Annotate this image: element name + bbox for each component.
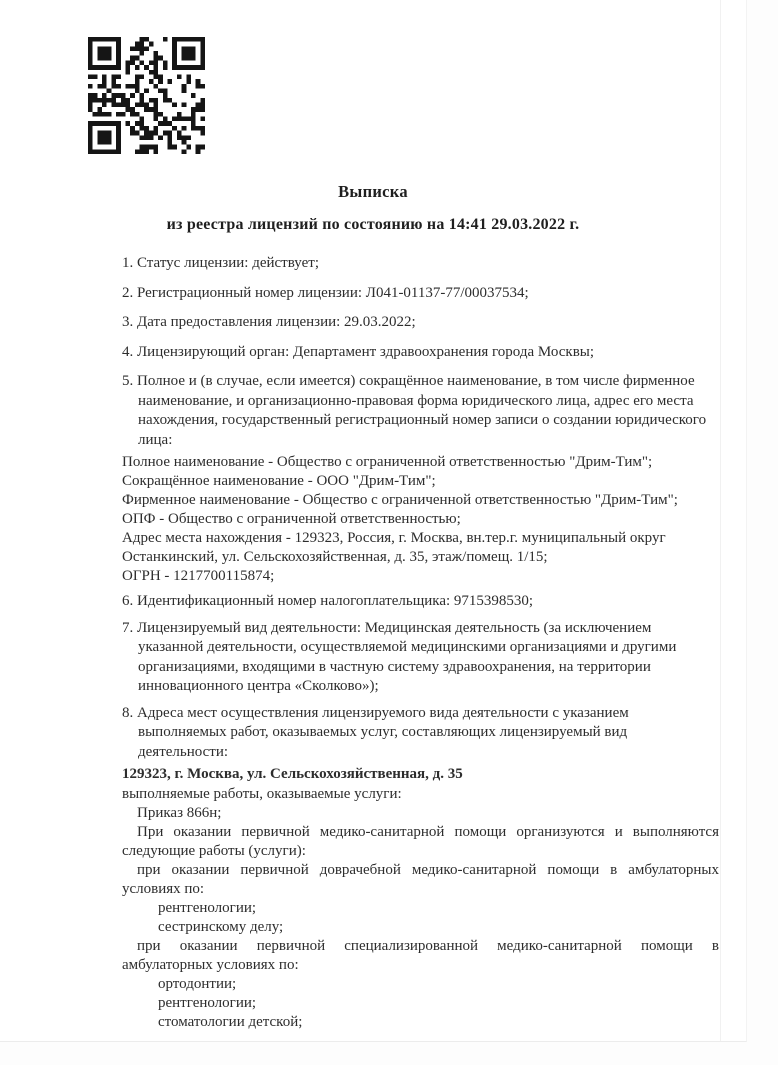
company-detail-full-name: Полное наименование - Общество с ограниченной ответственностью "Дрим-Тим";: [122, 454, 653, 470]
list-item-licensing-authority: 4. Лицензирующий орган: Департамент здравоохранения города Москвы;: [122, 343, 595, 360]
works-list: [122, 804, 719, 1032]
document-title: Выписка: [338, 182, 408, 201]
works-line-specialized-care: при оказании первичной специализированной медико-санитарной помощи в амбулаторных условиях по:: [122, 938, 719, 973]
company-detail-short-name: Сокращённое наименование - ООО "Дрим-Тим";: [122, 473, 436, 489]
document-subtitle: из реестра лицензий по состоянию на 14:41 29.03.2022 г.: [166, 216, 580, 233]
works-line-order: Приказ 866н;: [137, 805, 222, 821]
works-line-primary-care: При оказании первичной медико-санитарной помощи организуются и выполняются следующие работы (услуги):: [122, 824, 719, 859]
company-detail-opf: ОПФ - Общество с ограниченной ответственностью;: [122, 511, 461, 527]
works-line-pediatric-dentistry: стоматологии детской;: [158, 1014, 303, 1030]
works-line-radiology-2: рентгенологии;: [158, 995, 257, 1011]
company-details-block: [122, 453, 719, 586]
list-item-status: 1. Статус лицензии: действует;: [122, 255, 319, 271]
works-line-radiology-1: рентгенологии;: [158, 900, 257, 916]
works-line-orthodontics: ортодонтии;: [158, 976, 237, 992]
activity-address-line: 129323, г. Москва, ул. Сельскохозяйственная, д. 35: [122, 766, 463, 782]
works-line-nursing: сестринскому делу;: [158, 919, 284, 935]
company-detail-brand-name: Фирменное наименование - Общество с ограниченной ответственностью "Дрим-Тим";: [122, 492, 678, 508]
list-item-names-heading: 5. Полное и (в случае, если имеется) сокращённое наименование, в том числе фирменное наименование, и организационно-правовая форма юридического лица, адрес его места нахождения, государственный регистрационный номер записи о создании юридического лица:: [122, 373, 707, 448]
list-item-grant-date: 3. Дата предоставления лицензии: 29.03.2022;: [122, 314, 416, 330]
works-header: выполняемые работы, оказываемые услуги:: [122, 785, 402, 802]
list-item-reg-number: 2. Регистрационный номер лицензии: Л041-01137-77/00037534;: [122, 284, 529, 301]
list-item-activity-addresses: 8. Адреса мест осуществления лицензируемого вида деятельности с указанием выполняемых работ, оказываемых услуг, составляющих лицензируемый вид деятельности:: [122, 704, 629, 760]
company-detail-ogrn: ОГРН - 1217700115874;: [122, 568, 275, 584]
works-line-pre-doctor-care: при оказании первичной доврачебной медико-санитарной помощи в амбулаторных условиях по:: [122, 862, 719, 897]
list-item-inn: 6. Идентификационный номер налогоплательщика: 9715398530;: [122, 593, 534, 609]
company-detail-address: Адрес места нахождения - 129323, Россия, г. Москва, вн.тер.г. муниципальный округ Останкинский, ул. Сельскохозяйственная, д. 35, этаж/помещ. 1/15;: [122, 530, 666, 565]
list-item-activity-type: 7. Лицензируемый вид деятельности: Медицинская деятельность (за исключением указанной деятельности, осуществляемой медицинскими организациями и другими организациями, входящими в частную систему здравоохранения, на территории инновационного центра «Сколково»);: [122, 619, 677, 694]
document-body: [122, 0, 719, 1032]
